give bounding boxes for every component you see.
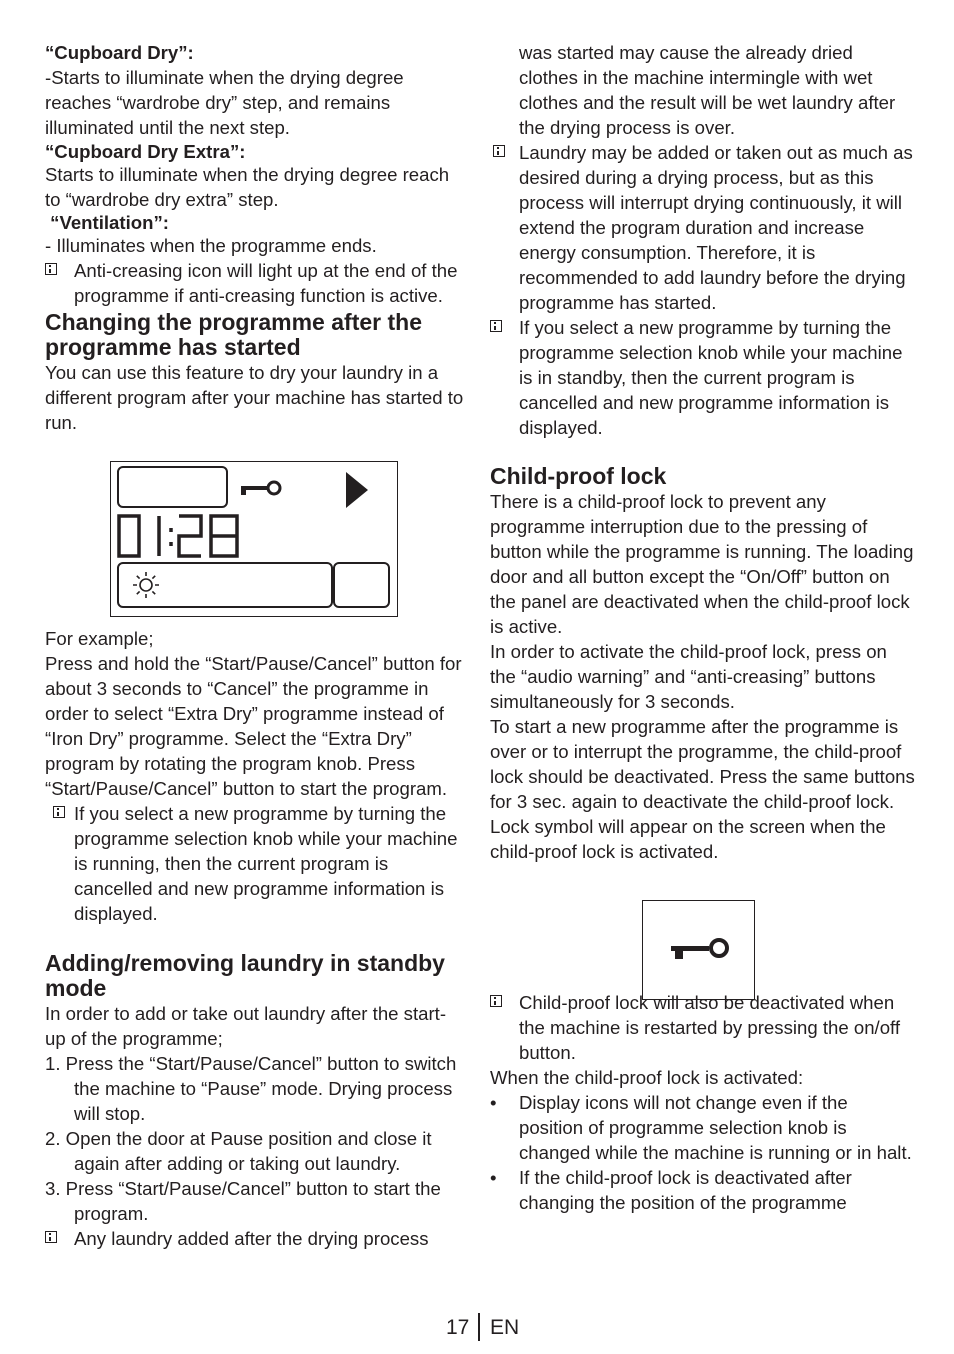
bullet-text-2: If the child-proof lock is deactivated after changing the position of the programme bbox=[519, 1167, 852, 1213]
info-icon bbox=[490, 995, 502, 1007]
cupboard-dry-title: “Cupboard Dry”: bbox=[45, 42, 194, 63]
laundry-note bbox=[490, 140, 915, 315]
footer-divider bbox=[478, 1313, 480, 1341]
info-icon bbox=[45, 263, 57, 275]
ventilation-title: “Ventilation”: bbox=[45, 212, 169, 233]
restart-note bbox=[490, 990, 915, 1065]
heading-adding-removing: Adding/removing laundry in standby mode bbox=[45, 950, 445, 1001]
display-text-box bbox=[117, 466, 228, 508]
restart-note-text: Child-proof lock will also be deactivated when the machine is restarted by pressing the on/off button. bbox=[519, 992, 901, 1063]
page-number: 17 bbox=[446, 1316, 470, 1339]
list-item bbox=[490, 1165, 915, 1215]
standby-note-text: If you select a new programme by turning the programme selection knob while your machine is in standby, then the current program is cancelled and new programme information is displayed. bbox=[519, 317, 903, 438]
select-programme-note-text: If you select a new programme by turning the programme selection knob while your machine is running, then the current program is cancelled and new programme information is displayed. bbox=[74, 803, 458, 924]
list-item bbox=[490, 1090, 915, 1165]
info-icon bbox=[490, 320, 502, 332]
anticrease-note bbox=[45, 258, 465, 308]
info-icon bbox=[493, 145, 505, 157]
lock-symbol-box bbox=[642, 900, 755, 1000]
anticrease-note-text: Anti-creasing icon will light up at the end of the programme if anti-creasing function is active. bbox=[74, 260, 458, 306]
display-side-box bbox=[333, 562, 390, 608]
cupboard-dry-text: -Starts to illuminate when the drying degree reaches “wardrobe dry” step, and remains illuminated until the next step. bbox=[45, 67, 404, 138]
standby-note bbox=[490, 315, 915, 440]
heading-changing-programme: Changing the programme after the programme has started bbox=[45, 309, 422, 360]
key-icon bbox=[239, 477, 289, 499]
ventilation-text: - Illuminates when the programme ends. bbox=[45, 235, 377, 256]
change-intro: You can use this feature to dry your laundry in a different program after your machine has started to run. bbox=[45, 362, 464, 433]
play-arrow-icon bbox=[346, 472, 368, 508]
added-laundry-note-text: Any laundry added after the drying process bbox=[74, 1228, 429, 1249]
key-icon bbox=[669, 931, 731, 965]
continued-text: was started may cause the already dried clothes in the machine intermingle with wet clothes and the result will be wet laundry after the drying process is over. bbox=[519, 42, 896, 138]
activated-intro: When the child-proof lock is activated: bbox=[490, 1067, 804, 1088]
display-illustration bbox=[110, 461, 398, 617]
step-3: 3. Press “Start/Pause/Cancel” button to start the program. bbox=[45, 1178, 441, 1224]
select-programme-note bbox=[45, 801, 465, 926]
info-icon bbox=[53, 806, 65, 818]
lock-paragraph-2: In order to activate the child-proof lock, press on the “audio warning” and “anti-creasing” buttons simultaneously for 3 seconds. bbox=[490, 641, 887, 712]
left-column bbox=[45, 40, 465, 1251]
step-1: 1. Press the “Start/Pause/Cancel” button to switch the machine to “Pause” mode. Drying process will stop. bbox=[45, 1053, 457, 1124]
info-icon bbox=[45, 1231, 57, 1243]
heading-child-proof-lock: Child-proof lock bbox=[490, 463, 667, 489]
cupboard-dry-extra-text: Starts to illuminate when the drying degree reach to “wardrobe dry extra” step. bbox=[45, 164, 450, 210]
bullet-text-1: Display icons will not change even if the position of programme selection knob is changed while the machine is running or in halt. bbox=[519, 1092, 912, 1163]
lock-paragraph-4: Lock symbol will appear on the screen when the child-proof lock is activated. bbox=[490, 816, 886, 862]
example-text: Press and hold the “Start/Pause/Cancel” button for about 3 seconds to “Cancel” the programme in order to select “Extra Dry” programme instead of “Iron Dry” programme. Select the “Extra Dry” program by rotating the program knob. Press “Start/Pause/Cancel” button to start the program. bbox=[45, 653, 462, 799]
lock-paragraph-1: There is a child-proof lock to prevent any programme interruption due to the pressing of button while the programme is running. The loading door and all button except the “On/Off” button on the panel are deactivated when the child-proof lock is active. bbox=[490, 491, 914, 637]
added-laundry-note bbox=[45, 1226, 465, 1251]
sun-icon bbox=[131, 570, 161, 600]
time-digits bbox=[115, 512, 255, 560]
example-label: For example; bbox=[45, 628, 154, 649]
adding-intro: In order to add or take out laundry after the start-up of the programme; bbox=[45, 1003, 447, 1049]
lock-paragraph-3: To start a new programme after the programme is over or to interrupt the programme, the child-proof lock should be deactivated. Press the same buttons for 3 sec. again to deactivate the child-proof lock. bbox=[490, 716, 915, 812]
language-label: EN bbox=[490, 1316, 520, 1339]
right-column bbox=[490, 40, 915, 1215]
bullet-marker: • bbox=[490, 1092, 497, 1113]
laundry-note-text: Laundry may be added or taken out as much as desired during a drying process, but as this process will interrupt drying continuously, it will extend the program duration and increase energy consumption. Therefore, it is recommended to add laundry before the drying programme has started. bbox=[519, 142, 913, 313]
step-2: 2. Open the door at Pause position and close it again after adding or taking out laundry. bbox=[45, 1128, 432, 1174]
bullet-marker: • bbox=[490, 1167, 497, 1188]
cupboard-dry-extra-title: “Cupboard Dry Extra”: bbox=[45, 141, 246, 162]
